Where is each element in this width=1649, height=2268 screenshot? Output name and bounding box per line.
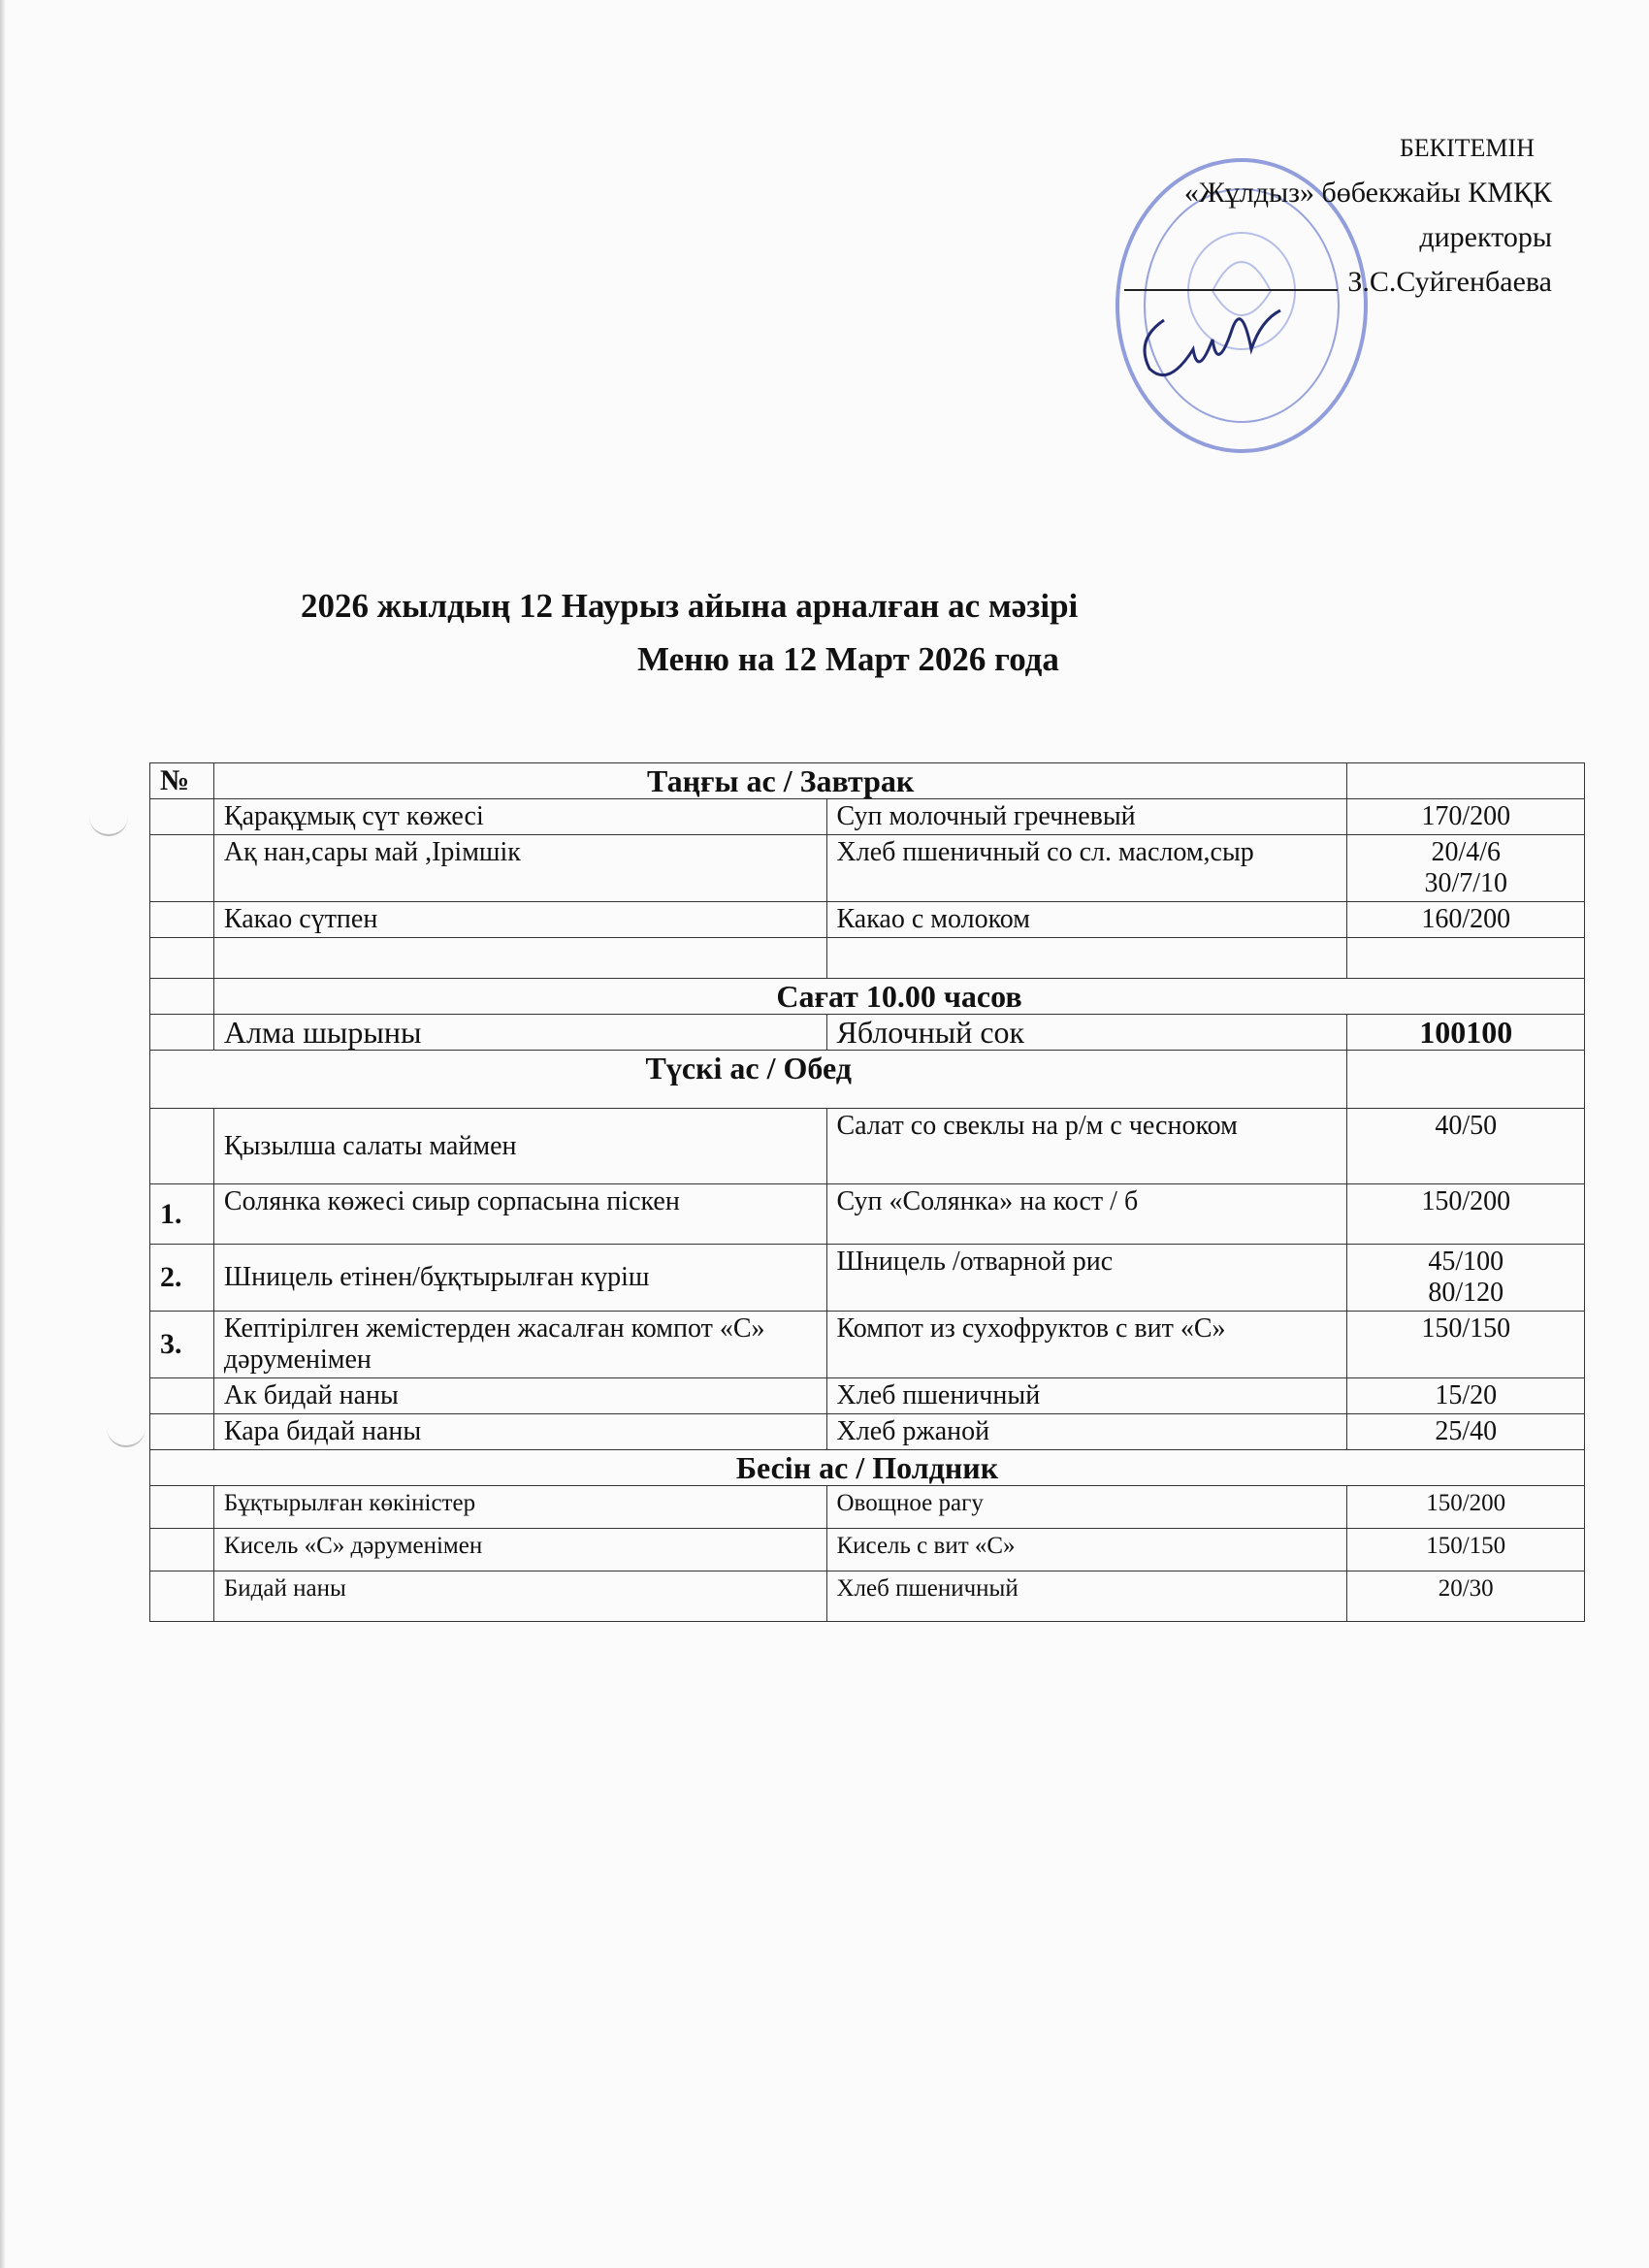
dish-kz: Алма шырыны bbox=[213, 1015, 826, 1051]
lunch-title: Түскі ас / Обед bbox=[150, 1051, 1347, 1109]
menu-table bbox=[149, 762, 1585, 1622]
dish-kz: Солянка көжесі сиыр сорпасына піскен bbox=[213, 1184, 826, 1245]
approval-heading: БЕКІТЕМІН bbox=[1399, 134, 1535, 162]
afternoon-header-row bbox=[150, 1450, 1585, 1486]
dish-ru: Шницель /отварной рис bbox=[826, 1245, 1347, 1312]
title-russian: Меню на 12 Март 2026 года bbox=[637, 640, 1059, 678]
portion: 150/200 bbox=[1347, 1184, 1585, 1245]
row-number: 1. bbox=[150, 1184, 214, 1245]
portion: 20/30 bbox=[1347, 1571, 1585, 1622]
scan-edge bbox=[0, 0, 6, 2268]
dish-kz: Кисель «С» дәруменімен bbox=[213, 1529, 826, 1571]
table-row bbox=[150, 1414, 1585, 1450]
dish-kz: Қарақұмық сүт көжесі bbox=[213, 799, 826, 835]
approval-position: директоры bbox=[1419, 221, 1552, 253]
dish-kz: Шницель етінен/бұқтырылған күріш bbox=[213, 1245, 826, 1312]
dish-ru: Салат со свеклы на р/м с чесноком bbox=[826, 1109, 1347, 1184]
dish-ru: Хлеб пшеничный со сл. маслом,сыр bbox=[826, 835, 1347, 902]
table-row bbox=[150, 1015, 1585, 1051]
portion: 150/200 bbox=[1347, 1486, 1585, 1529]
dish-ru: Суп молочный гречневый bbox=[826, 799, 1347, 835]
snack-title: Сағат 10.00 часов bbox=[213, 979, 1584, 1015]
portion: 150/150 bbox=[1347, 1529, 1585, 1571]
dish-ru: Хлеб пшеничный bbox=[826, 1378, 1347, 1414]
dish-ru: Хлеб ржаной bbox=[826, 1414, 1347, 1450]
dish-kz: Какао сүтпен bbox=[213, 902, 826, 938]
portion: 100100 bbox=[1347, 1015, 1585, 1051]
dish-kz: Бұқтырылған көкіністер bbox=[213, 1486, 826, 1529]
snack-header-row bbox=[150, 979, 1585, 1015]
empty-row bbox=[150, 938, 1585, 979]
breakfast-header-row bbox=[150, 763, 1585, 799]
portion: 40/50 bbox=[1347, 1109, 1585, 1184]
portion: 15/20 bbox=[1347, 1378, 1585, 1414]
approval-signer: З.С.Суйгенбаева bbox=[1347, 266, 1552, 298]
portion: 25/40 bbox=[1347, 1414, 1585, 1450]
table-row bbox=[150, 1378, 1585, 1414]
dish-ru: Суп «Солянка» на кост / б bbox=[826, 1184, 1347, 1245]
dish-ru: Какао с молоком bbox=[826, 902, 1347, 938]
dish-ru: Компот из сухофруктов с вит «С» bbox=[826, 1312, 1347, 1378]
dish-ru: Хлеб пшеничный bbox=[826, 1571, 1347, 1622]
dish-ru: Кисель с вит «С» bbox=[826, 1529, 1347, 1571]
dish-kz: Кара бидай наны bbox=[213, 1414, 826, 1450]
punch-hole-mark bbox=[89, 815, 128, 836]
dish-ru: Овощное рагу bbox=[826, 1486, 1347, 1529]
table-row bbox=[150, 1109, 1585, 1184]
table-row bbox=[150, 1184, 1585, 1245]
table-row bbox=[150, 1529, 1585, 1571]
approval-organization: «Жұлдыз» бөбекжайы КМҚК bbox=[1183, 177, 1552, 209]
table-row bbox=[150, 1571, 1585, 1622]
title-kazakh: 2026 жылдың 12 Наурыз айына арналған ас мәзірі bbox=[301, 587, 1079, 625]
portion: 170/200 bbox=[1347, 799, 1585, 835]
table-row bbox=[150, 1312, 1585, 1378]
dish-kz: Кептірілген жемістерден жасалған компот «С» дәруменімен bbox=[213, 1312, 826, 1378]
breakfast-title: Таңғы ас / Завтрак bbox=[213, 763, 1347, 799]
table-row bbox=[150, 799, 1585, 835]
dish-kz: Бидай наны bbox=[213, 1571, 826, 1622]
table-row bbox=[150, 1245, 1585, 1312]
signature-underline bbox=[1124, 260, 1338, 291]
dish-kz: Ак бидай наны bbox=[213, 1378, 826, 1414]
table-row bbox=[150, 835, 1585, 902]
row-number: 3. bbox=[150, 1312, 214, 1378]
row-number: 2. bbox=[150, 1245, 214, 1312]
number-header: № bbox=[150, 763, 214, 799]
dish-kz: Ақ нан,сары май ,Ірімшік bbox=[213, 835, 826, 902]
dish-kz: Қызылша салаты маймен bbox=[213, 1109, 826, 1184]
afternoon-title: Бесін ас / Полдник bbox=[150, 1450, 1585, 1486]
dish-ru: Яблочный сок bbox=[826, 1015, 1347, 1051]
portion: 45/100 80/120 bbox=[1347, 1245, 1585, 1312]
portion: 160/200 bbox=[1347, 902, 1585, 938]
table-row bbox=[150, 902, 1585, 938]
portion: 20/4/6 30/7/10 bbox=[1347, 835, 1585, 902]
approval-signature-line bbox=[1124, 260, 1552, 305]
punch-hole-mark bbox=[107, 1426, 146, 1447]
table-row bbox=[150, 1486, 1585, 1529]
portion: 150/150 bbox=[1347, 1312, 1585, 1378]
lunch-header-row bbox=[150, 1051, 1585, 1109]
approval-block bbox=[1124, 126, 1552, 305]
